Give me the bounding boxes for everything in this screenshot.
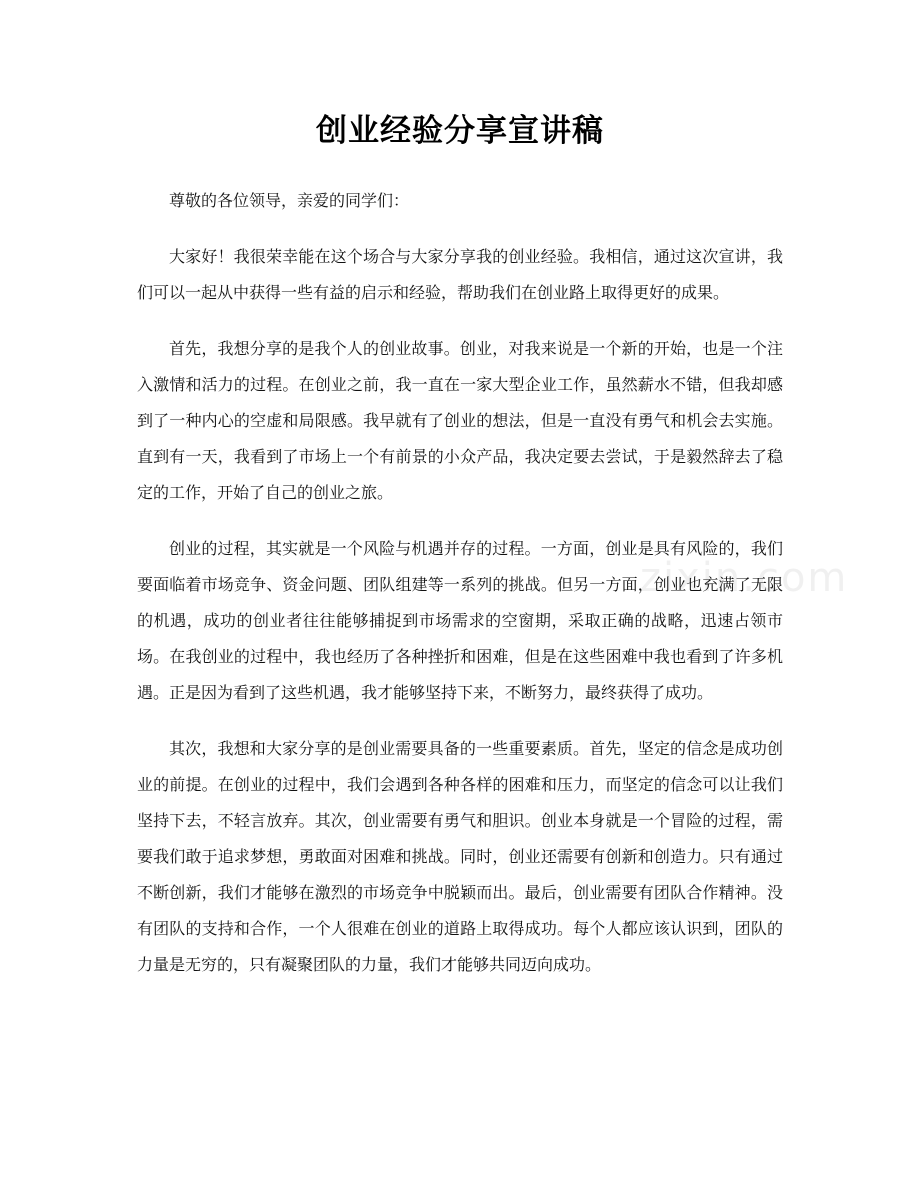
risk-opportunity-paragraph: 创业的过程，其实就是一个风险与机遇并存的过程。一方面，创业是具有风险的，我们要面临着市场竞争、资金问题、团队组建等一系列的挑战。但另一方面，创业也充满了无限的机遇，成功的创业者往往能够捕捉到市场需求的空窗期，采取正确的战略，迅速占领市场。在我创业的过程中，我也经历了各种挫折和困难，但是在这些困难中我也看到了许多机遇。正是因为看到了这些机遇，我才能够坚持下来，不断努力，最终获得了成功。 [137,539,783,702]
salutation-paragraph: 尊敬的各位领导，亲爱的同学们： [169,191,410,210]
intro-paragraph: 大家好！我很荣幸能在这个场合与大家分享我的创业经验。我相信，通过这次宣讲，我们可以一起从中获得一些有益的启示和经验，帮助我们在创业路上取得更好的成果。 [137,247,783,302]
document-body [137,183,783,1003]
watermark: zixin.com [640,555,849,601]
story-paragraph: 首先，我想分享的是我个人的创业故事。创业，对我来说是一个新的开始，也是一个注入激情和活力的过程。在创业之前，我一直在一家大型企业工作，虽然薪水不错，但我却感到了一种内心的空虚和局限感。我早就有了创业的想法，但是一直没有勇气和机会去实施。直到有一天，我看到了市场上一个有前景的小众产品，我决定要去尝试，于是毅然辞去了稳定的工作，开始了自己的创业之旅。 [137,339,783,502]
qualities-paragraph: 其次，我想和大家分享的是创业需要具备的一些重要素质。首先，坚定的信念是成功创业的前提。在创业的过程中，我们会遇到各种各样的困难和压力，而坚定的信念可以让我们坚持下去，不轻言放弃。其次，创业需要有勇气和胆识。创业本身就是一个冒险的过程，需要我们敢于追求梦想，勇敢面对困难和挑战。同时，创业还需要有创新和创造力。只有通过不断创新，我们才能够在激烈的市场竞争中脱颖而出。最后，创业需要有团队合作精神。没有团队的支持和合作，一个人很难在创业的道路上取得成功。每个人都应该认识到，团队的力量是无穷的，只有凝聚团队的力量，我们才能够共同迈向成功。 [137,739,783,974]
document-title: 创业经验分享宣讲稿 [316,113,604,149]
